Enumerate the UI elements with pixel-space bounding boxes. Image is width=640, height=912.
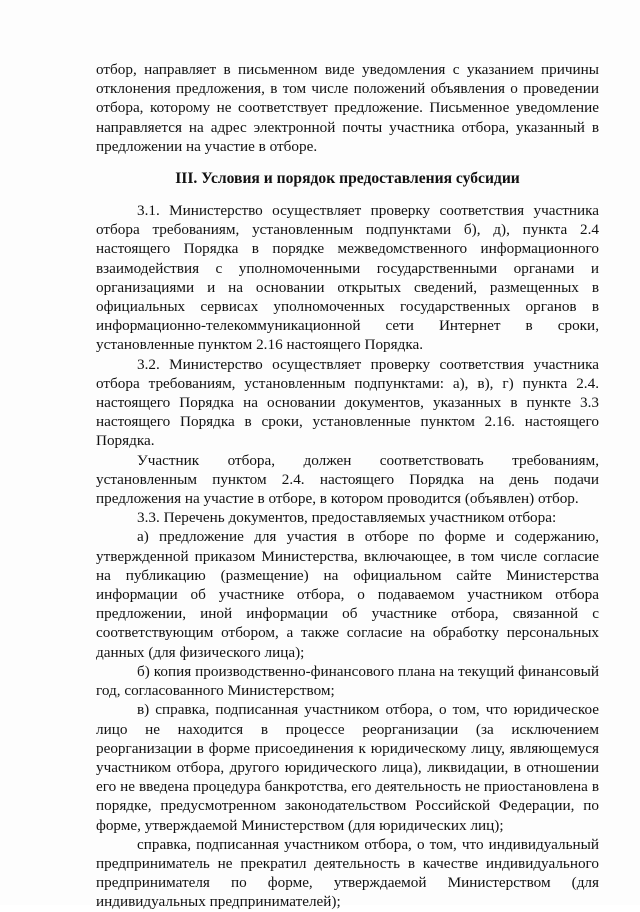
list-item-b: б) копия производственно-финансового плана на текущий финансовый год, согласованного Министерством;	[96, 662, 599, 700]
list-item-a: а) предложение для участия в отборе по форме и содержанию, утвержденной приказом Министерства, включающее, в том числе согласие на публикацию (размещение) на официальном сайте Министерства информации об участнике отбора, о подаваемом участником отбора предложении, иной информации об участнике отбора, связанной с соответствующим отбором, а также согласие на обработку персональных данных (для физического лица);	[96, 528, 599, 661]
paragraph-3-2: 3.2. Министерство осуществляет проверку соответствия участника отбора требованиям, установленным подпунктами: а), в), г) пункта 2.4. настоящего Порядка на основании документов, указанных в пункте 3.3 настоящего Порядка в сроки, установленные пунктом 2.16. настоящего Порядка.	[96, 355, 599, 450]
paragraph-participant: Участник отбора, должен соответствовать требованиям, установленным пунктом 2.4. настоящего Порядка на день подачи предложения на участие в отборе, в котором проводится (объявлен) отбор.	[96, 451, 599, 508]
section-heading: III. Условия и порядок предоставления субсидии	[175, 170, 520, 188]
paragraph-3-3: 3.3. Перечень документов, предоставляемых участником отбора:	[137, 509, 557, 527]
paragraph-3-1: 3.1. Министерство осуществляет проверку соответствия участника отбора требованиям, установленным подпунктами б), д), пункта 2.4 настоящего Порядка в порядке межведомственного информационного взаимодействия с уполномоченными государственными органами и организациями и на основании открытых сведений, размещенных в официальных сервисах уполномоченных государственных органов в информационно-телекоммуникационной сети Интернет в сроки, установленные пунктом 2.16 настоящего Порядка.	[96, 202, 599, 354]
paragraph-continuation: отбор, направляет в письменном виде уведомления с указанием причины отклонения предложения, в том числе положений объявления о проведении отбора, которому не соответствует предложение. Письменное уведомление направляется на адрес электронной почты участника отбора, указанный в предложении на участие в отборе.	[96, 61, 599, 155]
list-item-v-ip: справка, подписанная участником отбора, о том, что индивидуальный предприниматель не прекратил деятельность в качестве индивидуального предпринимателя по форме, утверждаемой Министерством (для индивидуальных предпринимателей);	[96, 835, 599, 911]
list-item-v: в) справка, подписанная участником отбора, о том, что юридическое лицо не находится в процессе реорганизации (за исключением реорганизации в форме присоединения к юридическому лицу, являющемуся участником отбора, другого юридического лица), ликвидации, в отношении его не введена процедура банкротства, его деятельность не приостановлена в порядке, предусмотренном законодательством Российской Федерации, по форме, утверждаемой Министерством (для юридических лиц);	[96, 701, 599, 834]
